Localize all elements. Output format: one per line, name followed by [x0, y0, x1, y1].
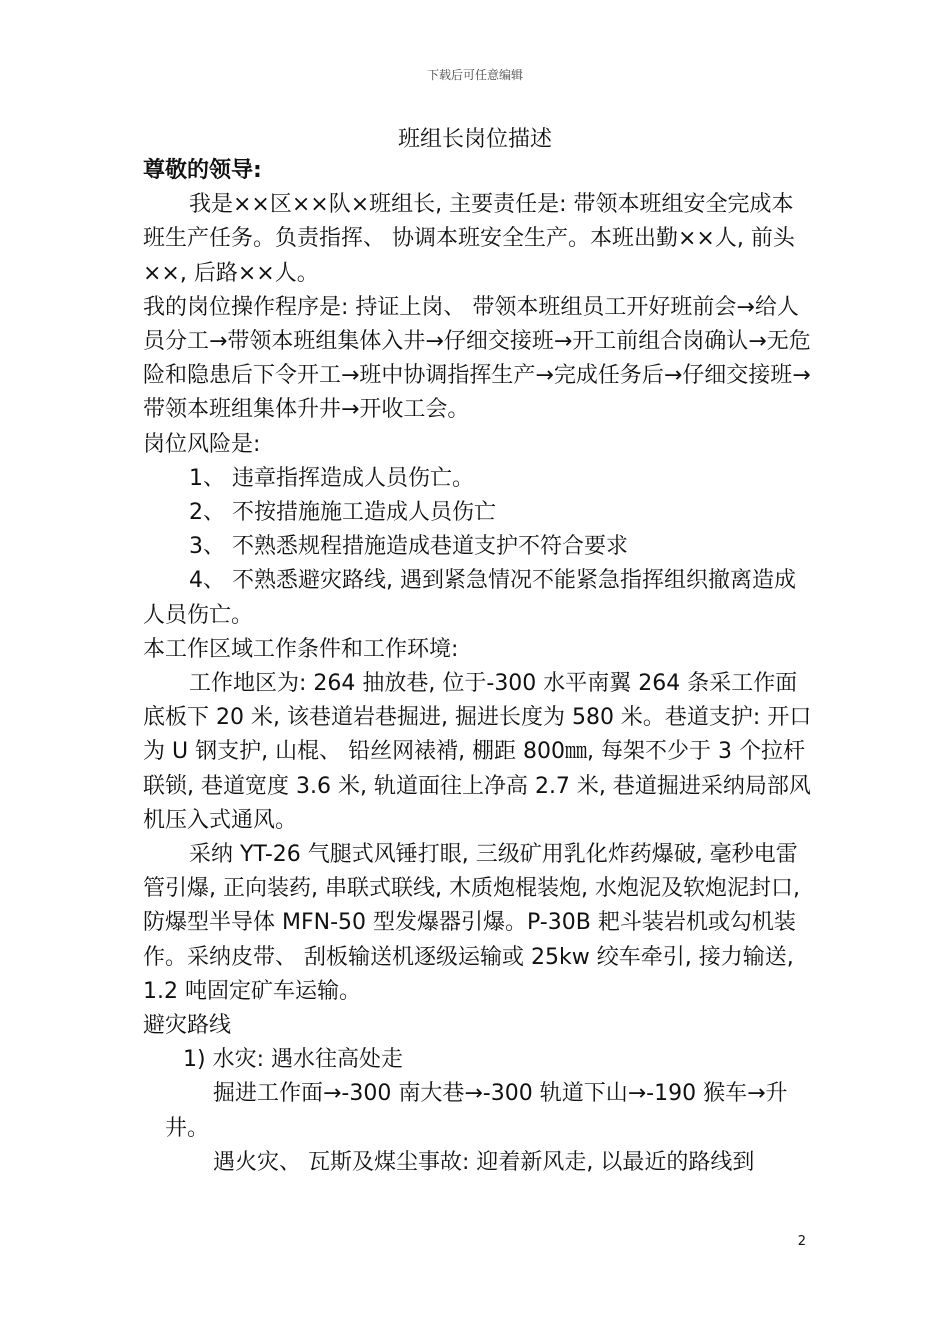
procedure-paragraph: 我的岗位操作程序是: 持证上岗、 带领本班组员工开好班前会→给人员分工→带领本班组集体入井→仔细交接班→开工前组合岗确认→无危险和隐患后下令开工→班中协调指挥生产→完成任务后→仔细交接班→带领本班组集体升井→开收工会。	[143, 294, 811, 423]
risk-heading: 岗位风险是:	[143, 431, 261, 457]
intro-paragraph: 我是××区××队×班组长, 主要责任是: 带领本班组安全完成本班生产任务。负责指挥、 协调本班安全生产。本班出勤××人, 前头××, 后路××人。	[143, 192, 795, 286]
route-2-text: 遇火灾、 瓦斯及煤尘事故: 迎着新风走, 以最近的路线到	[213, 1149, 755, 1175]
risk-item-4: 4、 不熟悉避灾路线, 遇到紧急情况不能紧急指挥组织撤离造成人员伤亡。	[143, 568, 796, 628]
env-paragraph-1: 工作地区为: 264 抽放巷, 位于-300 水平南翼 264 条采工作面底板下 20 米, 该巷道岩巷掘进, 掘进长度为 580 米。巷道支护: 开口为 U 钢支护, 山棍、 铅丝网裱褙, 棚距 800㎜, 每架不少于 3 个拉杆联锁, 巷道宽度 3.6 米, 轨道面往上净高 2.7 米, 巷道掘进采纳局部风机压入式通风。	[143, 671, 812, 833]
salutation: 尊敬的领导:	[143, 158, 262, 183]
header-note: 下载后可任意编辑	[426, 68, 523, 82]
risk-item-2: 2、 不按措施施工造成人员伤亡	[189, 500, 496, 526]
risk-item-3: 3、 不熟悉规程措施造成巷道支护不符合要求	[189, 534, 628, 560]
risk-item-1: 1、 违章指挥造成人员伤亡。	[189, 465, 474, 491]
document-title: 班组长岗位描述	[397, 127, 552, 152]
route-heading: 避灾路线	[143, 1013, 232, 1039]
route-1-title: 1) 水灾: 遇水往高处走	[183, 1047, 403, 1073]
page-number: 2	[797, 1234, 806, 1249]
document-body	[143, 154, 813, 1180]
env-heading: 本工作区域工作条件和工作环境:	[143, 636, 459, 662]
route-1-path: 掘进工作面→-300 南大巷→-300 轨道下山→-190 猴车→升井。	[165, 1081, 788, 1141]
env-paragraph-2: 采纳 YT-26 气腿式风锤打眼, 三级矿用乳化炸药爆破, 毫秒电雷管引爆, 正向装药, 串联式联线, 木质炮棍装炮, 水炮泥及软炮泥封口, 防爆型半导体 MFN-50 型发爆器引爆。P-30B 耙斗装岩机或勾机装作。采纳皮带、 刮板输送机逐级运输或 25kw 绞车牵引, 接力输送, 1.2 吨固定矿车运输。	[143, 842, 800, 1004]
